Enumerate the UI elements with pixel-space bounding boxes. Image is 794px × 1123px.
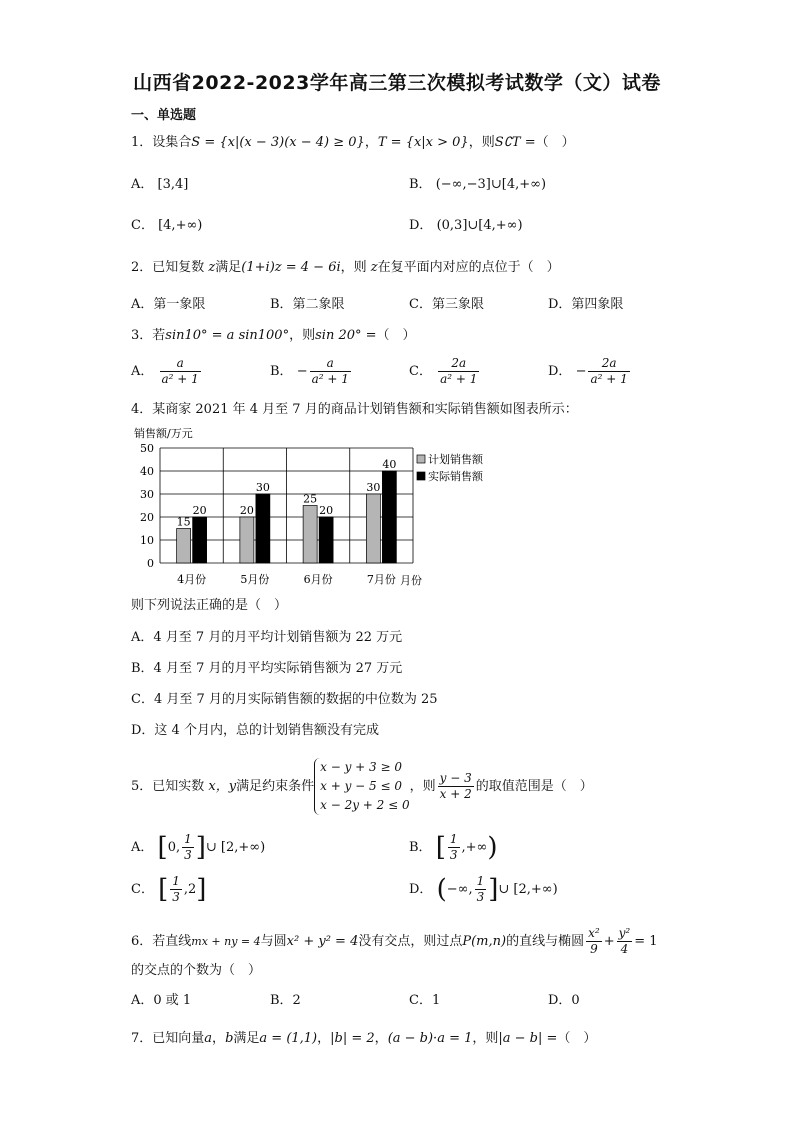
q2-text-b: 满足 <box>215 260 242 275</box>
bar-label-计划销售额-4月份: 15 <box>176 515 191 529</box>
q3-option-a-fraction <box>160 356 201 387</box>
question-5-stem <box>131 758 593 815</box>
q5-option-d[interactable] <box>409 874 558 905</box>
q3-option-a-label: A． <box>131 364 154 379</box>
bar-计划销售额-5月份 <box>240 517 254 563</box>
q1-option-d-math: (0,3]∪[4,+∞) <box>436 218 523 233</box>
q1-text: 1．设集合 <box>131 135 192 150</box>
q6-plus: + <box>603 934 615 949</box>
q2-option-c[interactable]: C．第三象限 <box>409 297 484 312</box>
x-tick-4月份: 4月份 <box>177 573 207 586</box>
q1-set-t: T = {x|x > 0} <box>377 135 469 150</box>
chart-x-ticks <box>177 573 396 586</box>
bar-实际销售额-7月份 <box>382 471 396 563</box>
bar-计划销售额-7月份 <box>366 494 380 563</box>
q5-ratio-num: y − 3 <box>439 771 472 785</box>
q6-text-b: 与圆 <box>260 934 287 949</box>
q6-line: mx + ny = 4 <box>191 935 261 948</box>
q3-b-num: a <box>326 356 334 370</box>
bar-计划销售额-4月份 <box>177 529 191 564</box>
bar-实际销售额-6月份 <box>319 517 333 563</box>
q3-d-den: a² + 1 <box>590 372 628 386</box>
x-tick-5月份: 5月份 <box>240 573 270 586</box>
q4-option-c[interactable]: C．4 月至 7 月的月实际销售额的数据的中位数为 25 <box>131 692 438 707</box>
q3-option-b-fraction <box>310 356 351 387</box>
legend-label-计划销售额: 计划销售额 <box>428 453 483 466</box>
q1-text-b: ，则 <box>468 135 495 150</box>
q1-option-c-math: [4,+∞) <box>158 218 203 233</box>
q7-text-c: ，则 <box>472 1031 499 1046</box>
q5-a-left: 0, <box>167 840 181 855</box>
question-6-stem <box>131 926 657 957</box>
q5-d-left: −∞, <box>446 882 473 897</box>
q6-text: 6．若直线 <box>131 934 192 949</box>
q7-cond-3: (a − b)·a = 1 <box>387 1031 473 1046</box>
q3-text: 3．若 <box>131 328 166 343</box>
q5-a-den: 3 <box>184 848 192 862</box>
q1-option-b[interactable] <box>409 176 546 194</box>
bar-计划销售额-6月份 <box>303 506 317 564</box>
q5-a-right: ∪ [2,+∞) <box>205 840 266 855</box>
q1-option-b-label: B． <box>409 177 432 192</box>
y-tick-10: 10 <box>140 534 154 547</box>
q6-text-d: 的直线与椭圆 <box>506 934 585 949</box>
y-tick-30: 30 <box>140 488 154 501</box>
q5-ratio <box>438 771 474 802</box>
q6-text-c: 没有交点，则过点 <box>358 934 463 949</box>
chart-legend <box>417 452 484 483</box>
q3-option-c-fraction <box>438 356 479 387</box>
q7-vector-a: a <box>204 1031 213 1046</box>
q3-cond: sin10° = a sin100° <box>165 328 290 343</box>
q7-text-b: 满足 <box>233 1031 260 1046</box>
q3-c-den: a² + 1 <box>440 372 478 386</box>
q1-option-a-math: [3,4] <box>157 177 189 192</box>
q6-4: 4 <box>617 941 633 957</box>
q2-option-d[interactable]: D．第四象限 <box>548 297 624 312</box>
question-2-stem <box>131 259 560 277</box>
q5-c-rbracket: ] <box>196 874 207 905</box>
q3-d-neg: − <box>575 364 587 379</box>
q5-c-right: ,2 <box>183 882 197 897</box>
q5-constraint-2: x + y − 5 ≤ 0 <box>320 779 402 793</box>
q5-d-lparen: ( <box>436 874 447 905</box>
legend-swatch-计划销售额 <box>417 455 425 463</box>
q7-comma: ， <box>212 1031 226 1046</box>
q6-y2: y² <box>618 926 631 940</box>
q2-z: z <box>208 260 216 275</box>
q3-option-b-label: B． <box>270 364 293 379</box>
q6-ellipse-x-term <box>586 926 602 957</box>
q1-option-d[interactable] <box>409 217 523 235</box>
q5-option-a[interactable] <box>131 832 265 863</box>
q5-d-frac <box>475 874 487 905</box>
q3-option-b[interactable] <box>270 356 353 387</box>
q5-d-right: ∪ [2,+∞) <box>498 882 558 897</box>
q5-b-lbracket: [ <box>435 832 446 863</box>
q7-comma-3: ， <box>374 1031 388 1046</box>
q1-sep: ， <box>364 135 378 150</box>
q7-target: |a − b| <box>498 1031 543 1046</box>
section-heading: 一、单选题 <box>131 108 197 123</box>
q5-a-rbracket: ] <box>195 832 206 863</box>
q1-option-c-label: C． <box>131 218 154 233</box>
q5-constraint-1: x − y + 3 ≥ 0 <box>320 760 402 774</box>
q5-c-num: 1 <box>172 874 180 888</box>
sales-bar-chart <box>128 422 508 592</box>
q5-text-b: 满足约束条件 <box>236 779 315 794</box>
q6-option-b[interactable]: B．2 <box>270 993 301 1008</box>
y-tick-50: 50 <box>140 442 154 455</box>
q6-point: P(m,n) <box>462 934 507 949</box>
q5-d-den: 3 <box>476 890 485 904</box>
q1-text-c: =（ ） <box>520 135 575 150</box>
q5-a-frac <box>182 832 194 863</box>
q5-c-den: 3 <box>172 890 180 904</box>
q6-x2: x² <box>588 926 600 940</box>
bar-label-实际销售额-7月份: 40 <box>382 458 397 471</box>
q2-text: 2．已知复数 <box>131 260 205 275</box>
q2-option-a[interactable]: A．第一象限 <box>131 297 206 312</box>
q5-ratio-den: x + 2 <box>438 786 474 802</box>
q5-b-num: 1 <box>449 832 458 846</box>
q5-d-rbracket: ] <box>488 874 499 905</box>
q6-circle: x² + y² = 4 <box>286 934 359 949</box>
legend-swatch-实际销售额 <box>417 472 425 480</box>
q7-cond-2: |b| = 2 <box>330 1031 375 1046</box>
q3-d-num: 2a <box>601 356 617 370</box>
q1-option-a[interactable] <box>131 176 188 194</box>
q5-d-num: 1 <box>476 874 485 888</box>
q3-a-den: a² + 1 <box>161 372 199 386</box>
question-3-stem <box>131 327 416 345</box>
chart-x-label: 月份 <box>400 574 422 587</box>
q5-c-frac <box>170 874 182 905</box>
q5-vars: x，y <box>208 779 237 794</box>
q6-ellipse-y-term <box>617 926 633 957</box>
q2-option-b[interactable]: B．第二象限 <box>270 297 345 312</box>
q6-option-a[interactable]: A．0 或 1 <box>131 993 192 1008</box>
q5-b-den: 3 <box>449 848 458 862</box>
exam-title: 山西省2022-2023学年高三第三次模拟考试数学（文）试卷 <box>133 72 661 94</box>
q1-option-a-label: A． <box>131 177 154 192</box>
q1-option-b-math: (−∞,−3]∪[4,+∞) <box>435 177 547 192</box>
q4-option-a[interactable]: A．4 月至 7 月的月平均计划销售额为 22 万元 <box>131 630 403 645</box>
q5-c-lbracket: [ <box>158 874 169 905</box>
q3-text-c: =（ ） <box>361 328 416 343</box>
x-tick-6月份: 6月份 <box>303 573 333 586</box>
q1-expr: S∁T <box>494 135 521 150</box>
bar-label-计划销售额-7月份: 30 <box>366 481 381 494</box>
q5-option-a-label: A． <box>131 840 154 855</box>
q5-option-b-label: B． <box>409 840 432 855</box>
q1-option-c[interactable] <box>131 217 202 235</box>
q5-text-c: ，则 <box>409 779 436 794</box>
q3-option-d-label: D． <box>548 364 572 379</box>
q7-text-d: =（ ） <box>542 1031 597 1046</box>
q3-option-a[interactable] <box>131 356 203 387</box>
q5-b-frac <box>448 832 460 863</box>
q5-text: 5．已知实数 <box>131 779 205 794</box>
q2-text-d: 在复平面内对应的点位于（ ） <box>377 260 560 275</box>
bar-label-计划销售额-5月份: 20 <box>239 504 254 517</box>
chart-y-label: 销售额/万元 <box>134 427 193 440</box>
q3-a-num: a <box>176 356 184 370</box>
q5-b-rparen: ) <box>487 832 498 863</box>
q3-text-b: ，则 <box>289 328 316 343</box>
q3-option-c-label: C． <box>409 364 432 379</box>
q5-a-num: 1 <box>184 832 192 846</box>
q6-option-d[interactable]: D．0 <box>548 993 580 1008</box>
question-1-stem <box>131 134 575 152</box>
q7-comma-2: ， <box>317 1031 331 1046</box>
q1-option-d-label: D． <box>409 218 433 233</box>
bar-label-实际销售额-5月份: 30 <box>255 481 270 494</box>
y-tick-40: 40 <box>140 465 154 478</box>
q5-option-c-label: C． <box>131 882 154 897</box>
bar-实际销售额-4月份 <box>193 517 207 563</box>
question-4-stem: 4．某商家 2021 年 4 月至 7 月的商品计划销售额和实际销售额如图表所示： <box>131 402 578 417</box>
q6-9: 9 <box>586 941 602 957</box>
q5-text-d: 的取值范围是（ ） <box>475 779 593 794</box>
question-4-prompt: 则下列说法正确的是（ ） <box>131 598 288 613</box>
q6-eq1: = 1 <box>634 934 658 949</box>
chart-y-ticks <box>140 442 154 570</box>
q4-option-d[interactable]: D．这 4 个月内，总的计划销售额没有完成 <box>131 723 379 738</box>
q3-target: sin 20° <box>315 328 362 343</box>
q2-z2: z <box>370 260 378 275</box>
q5-constraint-system <box>314 758 410 815</box>
q2-text-c: ，则 <box>340 260 367 275</box>
bar-label-实际销售额-4月份: 20 <box>192 504 207 517</box>
legend-label-实际销售额: 实际销售额 <box>428 470 483 483</box>
q6-option-c[interactable]: C．1 <box>409 993 441 1008</box>
q5-option-b[interactable] <box>409 832 498 863</box>
q2-eq: (1+i)z = 4 − 6i <box>241 260 341 275</box>
bar-label-计划销售额-6月份: 25 <box>303 492 318 506</box>
bar-实际销售额-5月份 <box>256 494 270 563</box>
q4-option-b[interactable]: B．4 月至 7 月的月平均实际销售额为 27 万元 <box>131 661 403 676</box>
q3-option-c[interactable] <box>409 356 481 387</box>
q3-option-d-fraction <box>588 356 629 387</box>
y-tick-20: 20 <box>140 511 154 524</box>
q5-option-c[interactable] <box>131 874 206 905</box>
q3-b-neg: − <box>296 364 308 379</box>
q7-cond-1: a = (1,1) <box>259 1031 318 1046</box>
q5-a-lbracket: [ <box>157 832 168 863</box>
q1-set-s: S = {x|(x − 3)(x − 4) ≥ 0} <box>191 135 365 150</box>
q5-b-right: ,+∞ <box>461 840 488 855</box>
q3-c-num: 2a <box>451 356 467 370</box>
q3-b-den: a² + 1 <box>311 372 349 386</box>
q5-constraint-3: x − 2y + 2 ≤ 0 <box>320 798 410 812</box>
q7-text: 7．已知向量 <box>131 1031 205 1046</box>
question-7-stem <box>131 1030 596 1048</box>
bar-label-实际销售额-6月份: 20 <box>319 504 334 517</box>
question-6-stem-line2: 的交点的个数为（ ） <box>131 963 262 978</box>
x-tick-7月份: 7月份 <box>366 573 396 586</box>
q5-option-d-label: D． <box>409 882 433 897</box>
y-tick-0: 0 <box>147 557 154 570</box>
q3-option-d[interactable] <box>548 356 632 387</box>
q7-vector-b: b <box>225 1031 234 1046</box>
